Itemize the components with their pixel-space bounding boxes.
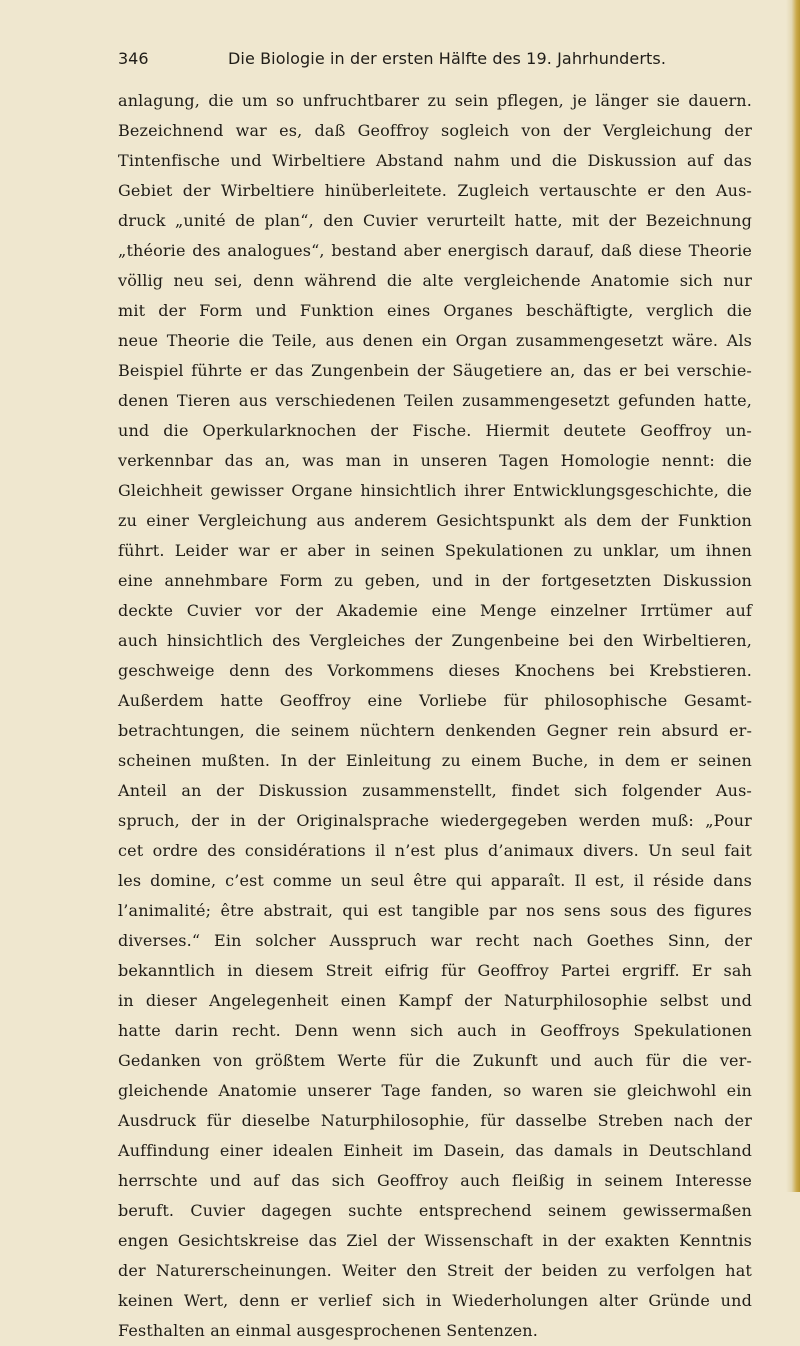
- text-line: keinen Wert, denn er verlief sich in Wiederholungen alter Gründe und: [118, 1291, 752, 1310]
- text-line: führt. Leider war er aber in seinen Spekulationen zu unklar, um ihnen: [118, 541, 752, 560]
- text-line: gleichende Anatomie unserer Tage fanden, so waren sie gleichwohl ein: [118, 1081, 752, 1100]
- text-line: hatte darin recht. Denn wenn sich auch in Geoffroys Spekulationen: [118, 1021, 752, 1040]
- text-line: les domine, c’est comme un seul être qui apparaît. Il est, il réside dans: [118, 871, 752, 890]
- text-line: diverses.“ Ein solcher Ausspruch war recht nach Goethes Sinn, der: [118, 931, 752, 950]
- text-line: Gedanken von größtem Werte für die Zukunft und auch für die ver-: [118, 1051, 752, 1070]
- text-line: Gebiet der Wirbeltiere hinüberleitete. Zugleich vertauschte er den Aus-: [118, 181, 752, 200]
- text-line: zu einer Vergleichung aus anderem Gesichtspunkt als dem der Funktion: [118, 511, 752, 530]
- text-line: Bezeichnend war es, daß Geoffroy sogleich von der Vergleichung der: [118, 121, 752, 140]
- text-line: Auffindung einer idealen Einheit im Dasein, das damals in Deutschland: [118, 1141, 752, 1160]
- text-line: völlig neu sei, denn während die alte vergleichende Anatomie sich nur: [118, 271, 752, 290]
- text-line: verkennbar das an, was man in unseren Tagen Homologie nennt: die: [118, 451, 752, 470]
- body-text: [118, 86, 752, 1346]
- text-line: deckte Cuvier vor der Akademie eine Menge einzelner Irrtümer auf: [118, 601, 752, 620]
- text-line: engen Gesichtskreise das Ziel der Wissenschaft in der exakten Kenntnis: [118, 1231, 752, 1250]
- text-line: denen Tieren aus verschiedenen Teilen zusammengesetzt gefunden hatte,: [118, 391, 752, 410]
- text-line: Anteil an der Diskussion zusammenstellt, findet sich folgender Aus-: [118, 781, 752, 800]
- text-line: betrachtungen, die seinem nüchtern denkenden Gegner rein absurd er-: [118, 721, 752, 740]
- text-line: geschweige denn des Vorkommens dieses Knochens bei Krebstieren.: [118, 661, 752, 680]
- page-header: [118, 47, 740, 71]
- text-line: Beispiel führte er das Zungenbein der Säugetiere an, das er bei verschie-: [118, 361, 752, 380]
- text-line: eine annehmbare Form zu geben, und in der fortgesetzten Diskussion: [118, 571, 752, 590]
- text-line: „théorie des analogues“, bestand aber energisch darauf, daß diese Theorie: [118, 241, 752, 260]
- text-line: l’animalité; être abstrait, qui est tangible par nos sens sous des figures: [118, 901, 752, 920]
- text-line: Tintenfische und Wirbeltiere Abstand nahm und die Diskussion auf das: [118, 151, 752, 170]
- text-line: Ausdruck für dieselbe Naturphilosophie, für dasselbe Streben nach der: [118, 1111, 752, 1130]
- running-head: Die Biologie in der ersten Hälfte des 19. Jahrhunderts.: [228, 49, 667, 68]
- text-line: bekanntlich in diesem Streit eifrig für Geoffroy Partei ergriff. Er sah: [118, 961, 752, 980]
- text-line: auch hinsichtlich des Vergleiches der Zungenbeine bei den Wirbeltieren,: [118, 631, 752, 650]
- text-line: Festhalten an einmal ausgesprochenen Sentenzen.: [118, 1321, 538, 1340]
- text-line: herrschte und auf das sich Geoffroy auch fleißig in seinem Interesse: [118, 1171, 752, 1190]
- text-line: spruch, der in der Originalsprache wiedergegeben werden muß: „Pour: [118, 811, 752, 830]
- text-line: anlagung, die um so unfruchtbarer zu sein pflegen, je länger sie dauern.: [118, 91, 752, 110]
- text-line: cet ordre des considérations il n’est plus d’animaux divers. Un seul fait: [118, 841, 752, 860]
- text-line: scheinen mußten. In der Einleitung zu einem Buche, in dem er seinen: [118, 751, 752, 770]
- text-line: druck „unité de plan“, den Cuvier verurteilt hatte, mit der Bezeichnung: [118, 211, 752, 230]
- text-line: der Naturerscheinungen. Weiter den Streit der beiden zu verfolgen hat: [118, 1261, 752, 1280]
- text-line: neue Theorie die Teile, aus denen ein Organ zusammengesetzt wäre. Als: [118, 331, 752, 350]
- text-line: in dieser Angelegenheit einen Kampf der Naturphilosophie selbst und: [118, 991, 752, 1010]
- text-line: und die Operkularknochen der Fische. Hiermit deutete Geoffroy un-: [118, 421, 752, 440]
- text-line: beruft. Cuvier dagegen suchte entsprechend seinem gewissermaßen: [118, 1201, 752, 1220]
- page-number: 346: [118, 49, 149, 68]
- text-line: mit der Form und Funktion eines Organes beschäftigte, verglich die: [118, 301, 752, 320]
- text-line: Gleichheit gewisser Organe hinsichtlich ihrer Entwicklungsgeschichte, die: [118, 481, 752, 500]
- page-edge: [786, 0, 800, 1192]
- text-line: Außerdem hatte Geoffroy eine Vorliebe für philosophische Gesamt-: [118, 691, 752, 710]
